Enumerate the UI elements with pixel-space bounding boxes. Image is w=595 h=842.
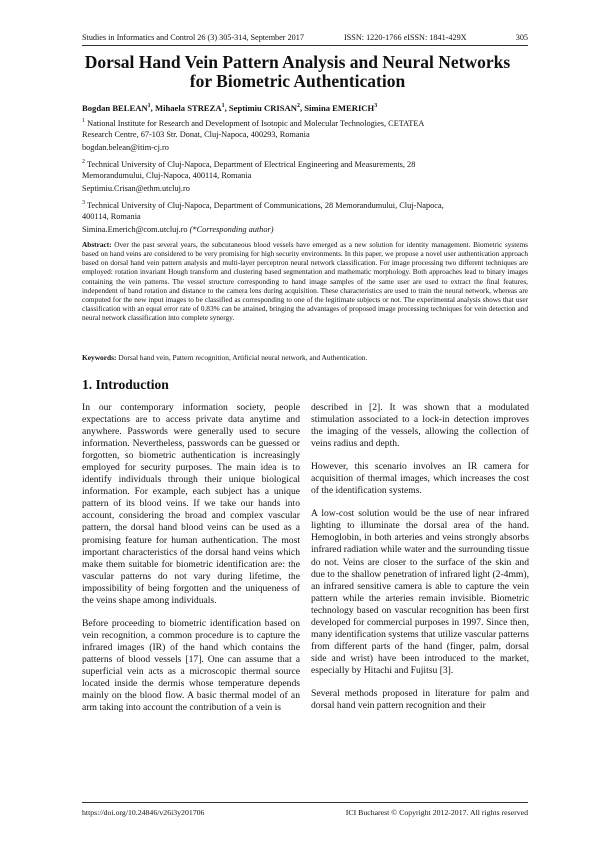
paragraph: In our contemporary information society, people expectations are to access private data anytime and anywhere. Passwords were generally used to secure information. Nevertheless, passwords can be guessed or forgotten, so biometric authentication is increasingly employed for security purposes. The main idea is to identify individuals through their unique biological information. For example, each subject has a unique pattern of its blood veins. If we take our hands into account, considering the broad and complex vascular pattern, the dorsal hand blood veins can be used as a promising feature for human authentication. The most important characteristics of the dorsal hand veins which make them suitable for biometric identification are: the vascular patterns do not vary during lifetime, the impossibility of being forgotten and the uniqueness of the veins shape among individuals.	[82, 402, 300, 606]
title-line-2: for Biometric Authentication	[189, 71, 406, 91]
column-right	[311, 402, 529, 723]
affiliation-2: $^2$ Technical University of Cluj-Napoca, Department of Electrical Engineering and Measurements, 28 Memorandumului, Cluj-Napoca, 400114, Romania	[82, 159, 416, 181]
email-3-line	[82, 224, 528, 235]
paragraph: However, this scenario involves an IR camera for acquisition of thermal images, which increases the cost of the identification systems.	[311, 461, 529, 497]
column-left	[82, 402, 300, 725]
author: Simina EMERICH$^3$	[304, 103, 378, 113]
title-line-1: Dorsal Hand Vein Pattern Analysis and Neural Networks	[84, 52, 511, 72]
paragraph: described in [2]. It was shown that a modulated stimulation associated to a lock-in detection improves the imaging of the vessels, allowing the collection of veins radius and depth.	[311, 402, 529, 450]
page-number: 305	[515, 33, 528, 42]
email-2[interactable]: Septimiu.Crisan@ethm.utcluj.ro	[82, 184, 190, 193]
affiliation-1: $^1$ National Institute for Research and Development of Isotopic and Molecular Technologies, CETATEA Research Centre, 67-103 Str. Donat, Cluj-Napoca, 400293, Romania	[82, 118, 425, 140]
keywords-label: Keywords:	[82, 353, 117, 362]
paper-title	[70, 53, 525, 91]
corresponding-note: (*Corresponding author)	[189, 225, 274, 234]
keywords	[82, 353, 528, 362]
section-heading: 1. Introduction	[82, 377, 169, 392]
paragraph: Several methods proposed in literature for palm and dorsal hand vein pattern recognition and their	[311, 687, 529, 712]
paragraph: Before proceeding to biometric identification based on vein recognition, a common procedure is to capture the infrared images (IR) of the hand which contains the patterns of blood vessels [17]. One can assume that a superficial vein acts as a microscopic thermal source located inside the dermis whose temperature depends mainly on the blood flow. A basic thermal model of an arm taking into account the contribution of a vein is	[82, 617, 300, 714]
doi-link[interactable]: https://doi.org/10.24846/v26i3y201706	[82, 808, 205, 817]
email-1[interactable]: bogdan.belean@itim-cj.ro	[82, 143, 169, 152]
journal-citation: Studies in Informatics and Control 26 (3) 305-314, September 2017	[82, 33, 304, 42]
email-3[interactable]: Simina.Emerich@com.utcluj.ro	[82, 225, 188, 234]
author-list	[82, 103, 377, 113]
paragraph: A low-cost solution would be the use of near infrared lighting to illuminate the dorsal area of the hand. Hemoglobin, in both arteries and veins strongly absorbs infrared radiation while water and the surrounding tissue do not. Veins are closer to the surface of the skin and due to the shallow penetration of infrared light (2-4mm), an infrared sensitive camera is able to capture the vein pattern while the arteries remain invisible. Biometric technology based on vascular recognition has been first developed for commercial purposes in 1997. Since then, many identification systems that utilize vascular patterns from different parts of the hand (finger, palm, dorsal side and wrist) have been introduced to the market, especially by Hitachi and Fujitsu [3].	[311, 508, 529, 676]
author: Mihaela STREZA$^1$,	[154, 103, 229, 113]
author: Septimiu CRISAN$^2$,	[228, 103, 305, 113]
abstract-text: Over the past several years, the subcutaneous blood vessels have emerged as a new solution for identity management. Biometric systems based on hand veins are considered to be very promising for high security environments. In this paper, we propose a novel user authentication approach based on dorsal hand vein pattern analysis and multi-layer perceptron neural network classification. For image processing two different techniques are employed: rotation invariant Hough transform and clustering based segmentation and mathematic morphology. Both approaches lead to binary images containing the vein patterns. The vessel structure corresponding to hand image samples of the same user are used to extract the final features, independent of hand rotation and distance to the camera lens during acquisition. These characteristics are used to train the neural network, whereas are computed for the new input images to be classified as corresponding to one of the legitimate subjects or not. The experimental analysis shows that user classification with an equal error rate of 0.83% can be attained, bringing the advantages of proposed image processing techniques for vein detection and neural network classification into complete synergy.	[82, 240, 528, 323]
issn: ISSN: 1220-1766 eISSN: 1841-429X	[344, 33, 467, 42]
header-rule	[82, 45, 528, 46]
keywords-text: Dorsal hand vein, Pattern recognition, Artificial neural network, and Authentication.	[118, 353, 368, 362]
copyright: ICI Bucharest © Copyright 2012-2017. All rights reserved	[345, 808, 528, 817]
affiliation-3: $^3$ Technical University of Cluj-Napoca, Department of Communications, 28 Memorandumului, Cluj-Napoca, 400114, Romania	[82, 200, 444, 222]
abstract-label: Abstract:	[82, 240, 112, 249]
author: Bogdan BELEAN$^1$,	[82, 103, 155, 113]
footer-rule	[82, 802, 528, 803]
abstract	[82, 240, 528, 322]
